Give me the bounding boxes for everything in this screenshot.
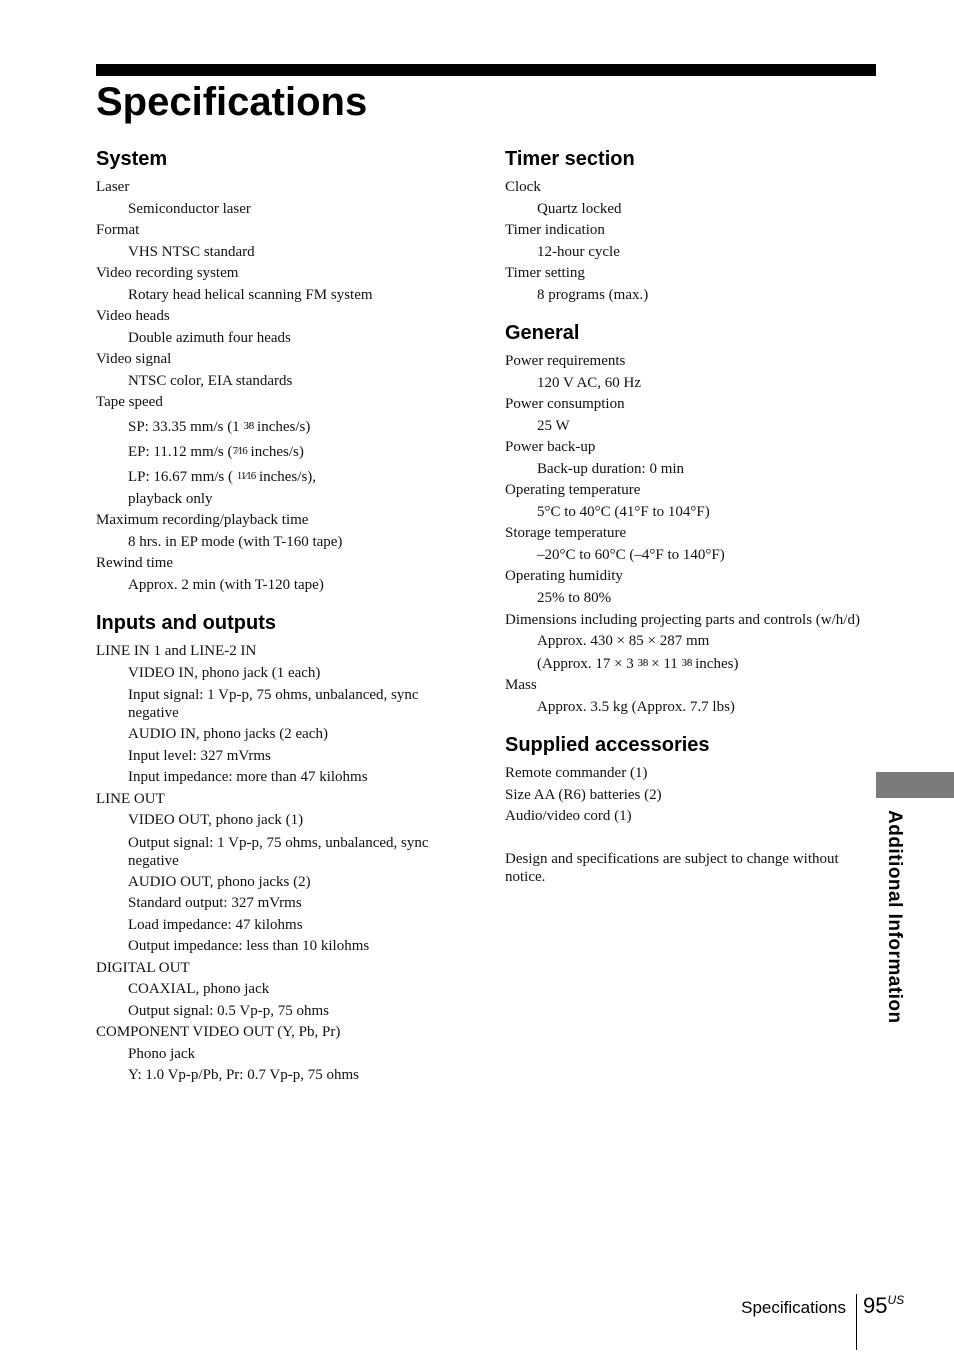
spec-term: Rewind time bbox=[96, 555, 174, 571]
spec-value: VIDEO IN, phono jack (1 each) bbox=[128, 664, 321, 681]
dim-fraction-a: 3⁄8 bbox=[637, 656, 648, 669]
spec-value: Input impedance: more than 47 kilohms bbox=[128, 769, 368, 785]
change-notice: Design and specifications are subject to change without notice. bbox=[505, 850, 839, 885]
spec-value: 12-hour cycle bbox=[537, 243, 620, 260]
ep-text: EP: 11.12 mm/s ( bbox=[128, 443, 233, 460]
ep-unit: inches/s) bbox=[246, 443, 304, 460]
timer-heading: Timer section bbox=[505, 148, 635, 170]
spec-value: 25% to 80% bbox=[537, 589, 612, 606]
right-column bbox=[505, 146, 865, 900]
spec-term: Video signal bbox=[96, 351, 172, 367]
spec-term: LINE OUT bbox=[96, 790, 165, 807]
io-heading: Inputs and outputs bbox=[96, 612, 276, 634]
page-number-suffix: US bbox=[887, 1293, 905, 1307]
page-number bbox=[863, 1293, 904, 1319]
tape-speed-sp bbox=[96, 414, 466, 439]
system-heading: System bbox=[96, 148, 168, 170]
tape-speed-ep bbox=[96, 439, 466, 464]
spec-term: Power consumption bbox=[505, 396, 625, 412]
tape-speed-lp bbox=[96, 464, 466, 489]
spec-value: Phono jack bbox=[128, 1045, 196, 1062]
accessories-heading: Supplied accessories bbox=[505, 734, 710, 756]
spec-value: 8 hrs. in EP mode (with T-160 tape) bbox=[128, 533, 343, 550]
spec-term: LINE IN 1 and LINE-2 IN bbox=[96, 643, 257, 659]
spec-term: Tape speed bbox=[96, 394, 163, 410]
spec-term: Format bbox=[96, 222, 140, 238]
spec-term: Laser bbox=[96, 179, 130, 195]
spec-value: COAXIAL, phono jack bbox=[128, 981, 270, 997]
spec-value: Approx. 430 × 85 × 287 mm bbox=[537, 633, 710, 649]
ep-fraction: 7⁄16 bbox=[232, 444, 247, 457]
spec-value: Output signal: 0.5 Vp-p, 75 ohms bbox=[128, 1002, 329, 1019]
dim-fraction-b: 3⁄8 bbox=[681, 656, 692, 669]
spec-term: DIGITAL OUT bbox=[96, 959, 190, 976]
spec-term: Mass bbox=[505, 677, 537, 693]
spec-term: COMPONENT VIDEO OUT (Y, Pb, Pr) bbox=[96, 1024, 341, 1040]
sp-text: SP: 33.35 mm/s (1 bbox=[128, 418, 244, 435]
spec-value: Back-up duration: 0 min bbox=[537, 460, 685, 477]
spec-term: Timer setting bbox=[505, 265, 585, 281]
sp-unit: inches/s) bbox=[253, 418, 311, 435]
accessory-item: Size AA (R6) batteries (2) bbox=[505, 786, 662, 803]
spec-value: Output impedance: less than 10 kilohms bbox=[128, 938, 370, 954]
dim-text-c: inches) bbox=[691, 655, 739, 672]
spec-value: AUDIO OUT, phono jacks (2) bbox=[128, 873, 311, 890]
spec-value: 120 V AC, 60 Hz bbox=[537, 374, 642, 391]
general-heading: General bbox=[505, 322, 580, 344]
spec-term: Storage temperature bbox=[505, 525, 627, 541]
spec-value: playback only bbox=[128, 490, 213, 507]
spec-value: Standard output: 327 mVrms bbox=[128, 895, 302, 911]
dimensions-inches bbox=[505, 653, 865, 676]
spec-value: Rotary head helical scanning FM system bbox=[128, 286, 373, 303]
spec-value: Input signal: 1 Vp-p, 75 ohms, unbalanced, sync negative bbox=[128, 687, 419, 721]
accessories-section bbox=[505, 732, 865, 886]
system-section bbox=[96, 146, 466, 596]
spec-value: Input level: 327 mVrms bbox=[128, 747, 271, 764]
footer-section-name: Specifications bbox=[741, 1298, 846, 1317]
accessory-item: Audio/video cord (1) bbox=[505, 808, 632, 824]
spec-value: NTSC color, EIA standards bbox=[128, 372, 293, 389]
spec-term: Power back-up bbox=[505, 439, 596, 455]
spec-value: VHS NTSC standard bbox=[128, 243, 255, 260]
spec-term: Operating temperature bbox=[505, 482, 641, 498]
spec-term: Clock bbox=[505, 179, 541, 195]
spec-term: Video heads bbox=[96, 308, 170, 324]
header-rule bbox=[96, 64, 876, 76]
spec-value: 8 programs (max.) bbox=[537, 286, 649, 303]
lp-unit: inches/s), bbox=[255, 468, 317, 485]
left-column bbox=[96, 146, 466, 1101]
page-title: Specifications bbox=[96, 80, 368, 124]
page-number-value: 95 bbox=[863, 1293, 888, 1318]
spec-term: Power requirements bbox=[505, 353, 626, 369]
spec-term: Video recording system bbox=[96, 265, 239, 281]
dim-text-a: (Approx. 17 × 3 bbox=[537, 655, 638, 672]
spec-value: Double azimuth four heads bbox=[128, 329, 291, 346]
spec-value: AUDIO IN, phono jacks (2 each) bbox=[128, 726, 328, 742]
lp-fraction: 11⁄16 bbox=[236, 469, 256, 482]
sp-fraction: 3⁄8 bbox=[243, 419, 254, 432]
timer-section bbox=[505, 146, 865, 306]
spec-value: Load impedance: 47 kilohms bbox=[128, 916, 303, 933]
spec-value: Approx. 3.5 kg (Approx. 7.7 lbs) bbox=[537, 698, 735, 715]
dim-text-b: × 11 bbox=[647, 655, 682, 672]
spec-term: Operating humidity bbox=[505, 568, 623, 584]
spec-value: –20°C to 60°C (–4°F to 140°F) bbox=[537, 546, 725, 563]
spec-value: Output signal: 1 Vp-p, 75 ohms, unbalanced, sync negative bbox=[128, 834, 429, 869]
spec-value: Y: 1.0 Vp-p/Pb, Pr: 0.7 Vp-p, 75 ohms bbox=[128, 1067, 360, 1083]
spec-value: Approx. 2 min (with T-120 tape) bbox=[128, 576, 324, 593]
accessory-item: Remote commander (1) bbox=[505, 765, 648, 781]
spec-term: Maximum recording/playback time bbox=[96, 512, 309, 528]
lp-text: LP: 16.67 mm/s ( bbox=[128, 468, 237, 485]
footer-divider bbox=[856, 1294, 857, 1350]
spec-value: Quartz locked bbox=[537, 200, 622, 217]
io-section bbox=[96, 610, 466, 1087]
spec-value: VIDEO OUT, phono jack (1) bbox=[128, 812, 304, 828]
section-tab-marker bbox=[876, 772, 954, 798]
spec-term: Timer indication bbox=[505, 222, 605, 238]
spec-value: Semiconductor laser bbox=[128, 200, 251, 217]
spec-term: Dimensions including projecting parts and controls (w/h/d) bbox=[505, 612, 860, 628]
side-tab-label: Additional Information bbox=[884, 810, 905, 1024]
spec-value: 25 W bbox=[537, 417, 570, 434]
general-section bbox=[505, 320, 865, 718]
spec-value: 5°C to 40°C (41°F to 104°F) bbox=[537, 503, 710, 520]
